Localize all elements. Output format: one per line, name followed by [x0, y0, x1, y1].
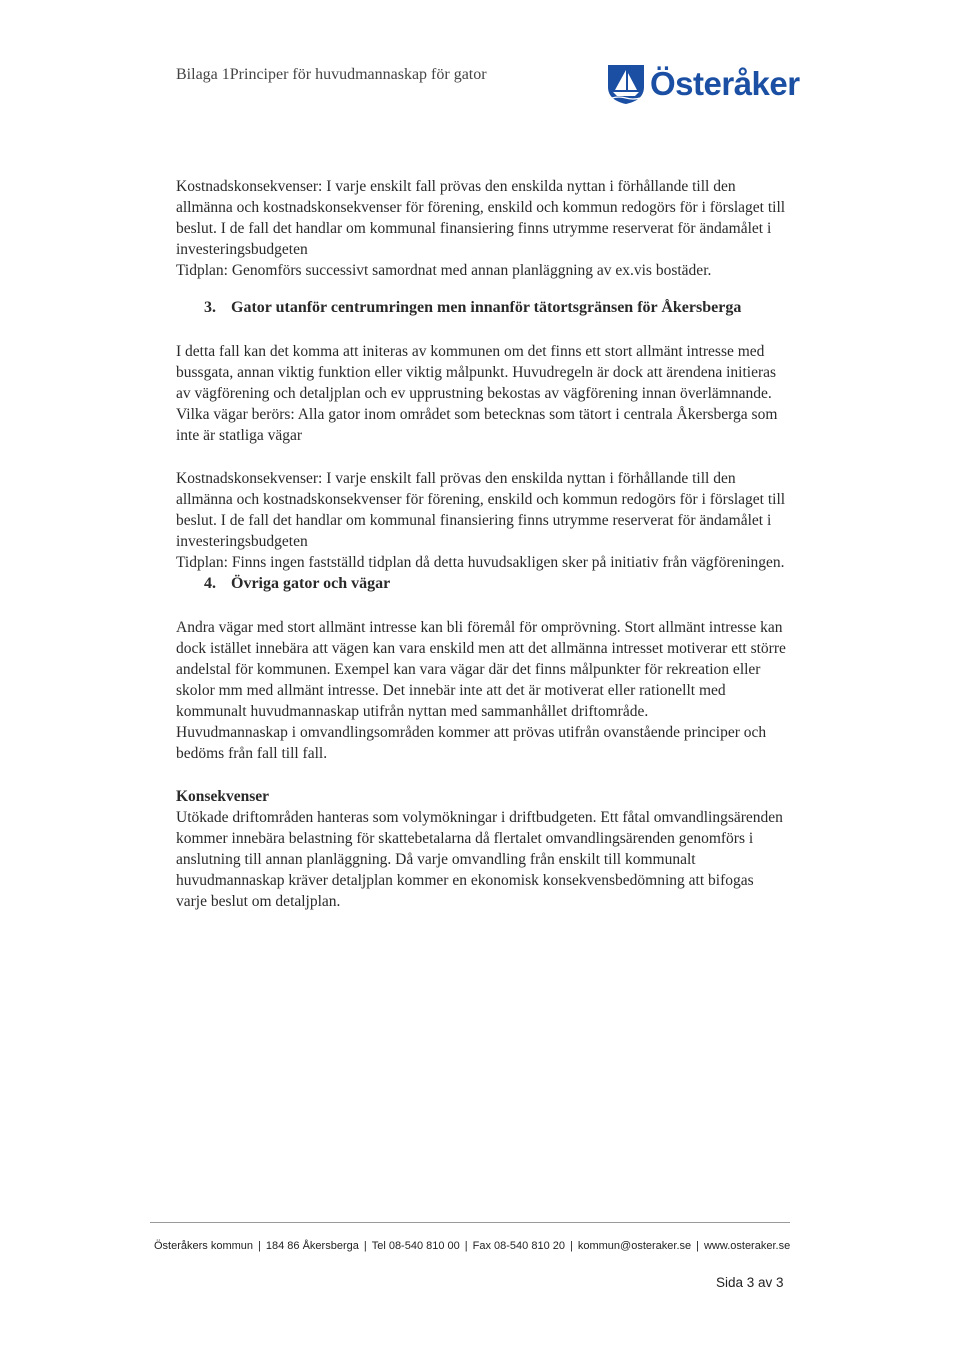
konsekvenser-heading: Konsekvenser [176, 788, 269, 805]
section-title: Gator utanför centrumringen men innanför tätortsgränsen för Åkersberga [231, 299, 742, 316]
osteraker-logo [606, 62, 800, 106]
section-number: 3. [204, 299, 216, 316]
page-number: Sida 3 av 3 [716, 1275, 784, 1290]
footer-web[interactable]: www.osteraker.se [703, 1240, 791, 1252]
sailboat-shield-icon [606, 63, 646, 105]
paragraph: Kostnadskonsekvenser: I varje enskilt fall prövas den enskilda nyttan i förhållande till den allmänna och kostnadskonsekvenser för förening, enskild och kommun redogörs för i förslaget till beslut. I de fall det handlar om kommunal finansiering finns utrymme reserverat för ändamålet i investeringsbudgeten [176, 178, 786, 258]
section-4-heading [204, 573, 788, 595]
section-3-heading [204, 297, 788, 319]
footer-address: 184 86 Åkersberga [265, 1240, 359, 1252]
footer-tel: Tel 08-540 810 00 [371, 1240, 460, 1252]
header-title: Bilaga 1Principer för huvudmannaskap för gator [176, 66, 487, 83]
footer-contact: Österåkers kommun | 184 86 Åkersberga | Tel 08-540 810 00 | Fax 08-540 810 20 | kommun@osteraker.se | www.osteraker.se [154, 1240, 791, 1252]
logo-text: Österåker [650, 65, 800, 102]
footer-fax: Fax 08-540 810 20 [472, 1240, 565, 1252]
paragraph: Huvudmannaskap i omvandlingsområden kommer att prövas utifrån ovanstående principer och bedöms från fall till fall. [176, 724, 767, 762]
footer-email[interactable]: kommun@osteraker.se [577, 1240, 692, 1252]
paragraph: Kostnadskonsekvenser: I varje enskilt fall prövas den enskilda nyttan i förhållande till den allmänna och kostnadskonsekvenser för förening, enskild och kommun redogörs för i förslaget till beslut. I de fall det handlar om kommunal finansiering finns utrymme reserverat för ändamålet i investeringsbudgeten [176, 470, 786, 550]
paragraph: Tidplan: Genomförs successivt samordnat med annan planläggning av ex.vis bostäder. [176, 262, 712, 279]
paragraph: Vilka vägar berörs: Alla gator inom området som betecknas som tätort i centrala Åkersberga som inte är statliga vägar [176, 406, 778, 444]
section-title: Övriga gator och vägar [231, 575, 391, 592]
paragraph: Andra vägar med stort allmänt intresse kan bli föremål för omprövning. Stort allmänt intresse kan dock istället innebära att vägen kan vara enskild men att det allmänna intresset motiverar ett större andelstal för kommunen. Exempel kan vara vägar där det finns målpunkter för rekreation eller skolor mm med allmänt intresse. Det innebär inte att det är motiverat eller rationellt med kommunalt huvudmannaskap utifrån nyttan med sammanhållet driftområde. [176, 619, 786, 720]
paragraph: I detta fall kan det komma att initeras av kommunen om det finns ett stort allmänt intresse med bussgata, annan viktig funktion eller viktig målpunkt. Huvudregeln är dock att ärendena initieras av vägförening och detaljplan och ev upprustning bekostas av vägförening innan överlämnande. [176, 343, 777, 402]
footer-divider [150, 1222, 790, 1223]
footer-org: Österåkers kommun [154, 1240, 254, 1252]
section-number: 4. [204, 575, 216, 592]
document-body [176, 176, 788, 912]
paragraph: Tidplan: Finns ingen fastställd tidplan då detta huvudsakligen sker på initiativ från vägföreningen. [176, 554, 785, 571]
paragraph: Utökade driftområden hanteras som volymökningar i driftbudgeten. Ett fåtal omvandlingsärenden kommer innebära belastning för skattebetalarna då flertalet omvandlingsärenden genomförs i anslutning till annan planläggning. Då varje omvandling från enskilt till kommunalt huvudmannaskap kräver detaljplan kommer en ekonomisk konsekvensbedömning att bifogas varje beslut om detaljplan. [176, 809, 783, 910]
